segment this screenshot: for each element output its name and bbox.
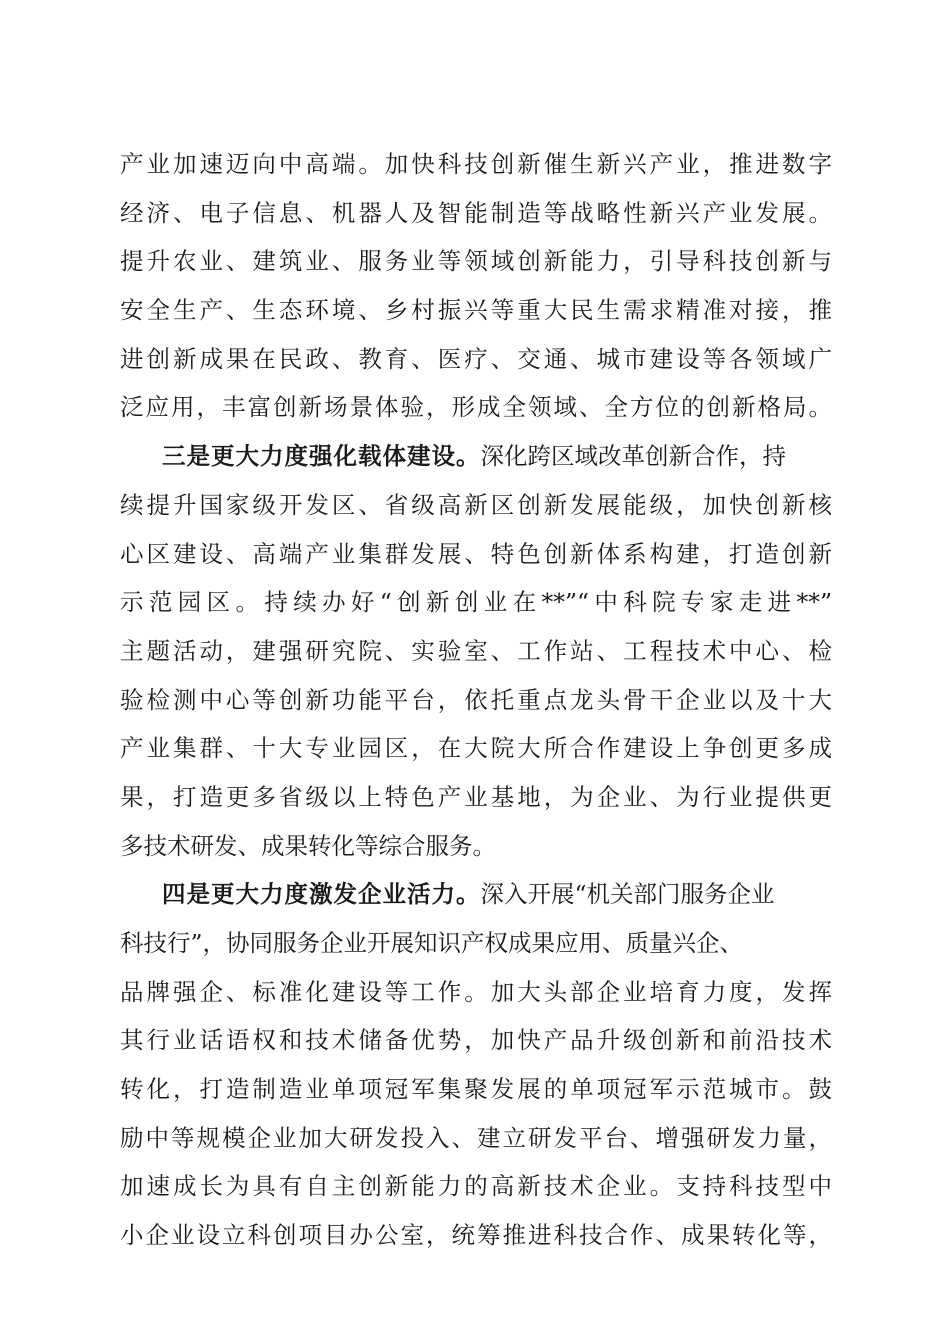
text-run: 深化跨区域改革创新合作，持 <box>480 442 786 471</box>
text-line: 转化，打造制造业单项冠军集聚发展的单项冠军示范城市。鼓 <box>120 1075 832 1104</box>
text-line: 加速成长为具有自主创新能力的高新技术企业。支持科技型中 <box>120 1172 832 1201</box>
text-line: 主题活动，建强研究院、实验室、工作站、工程技术中心、检 <box>120 636 832 665</box>
paragraph-first-line <box>120 870 832 919</box>
text-line: 进创新成果在民政、教育、医疗、交通、城市建设等各领域广 <box>120 344 832 373</box>
text-line: 经济、电子信息、机器人及智能制造等战略性新兴产业发展。 <box>120 198 832 227</box>
text-run: 深入开展“机关部门服务企业 <box>480 880 775 909</box>
text-line: 果，打造更多省级以上特色产业基地，为企业、为行业提供更 <box>120 782 832 811</box>
text-line: 品牌强企、标准化建设等工作。加大头部企业培育力度，发挥 <box>120 977 832 1006</box>
text-line: 多技术研发、成果转化等综合服务。 <box>120 831 496 860</box>
text-line: 产业加速迈向中高端。加快科技创新催生新兴产业，推进数字 <box>120 150 832 178</box>
document-body <box>120 140 832 1260</box>
text-line: 提升农业、建筑业、服务业等领域创新能力，引导科技创新与 <box>120 247 832 276</box>
paragraph-industry-upgrade <box>120 140 832 432</box>
paragraph-heading: 四是更大力度激发企业活力。 <box>162 880 481 909</box>
text-line: 其行业话语权和技术储备优势，加快产品升级创新和前沿技术 <box>120 1026 832 1055</box>
text-line: 小企业设立科创项目办公室，统筹推进科技合作、成果转化等， <box>120 1221 832 1250</box>
text-line: 续提升国家级开发区、省级高新区创新发展能级，加快创新核 <box>120 490 832 519</box>
paragraph-first-line <box>120 432 832 481</box>
text-line: 励中等规模企业加大研发投入、建立研发平台、增强研发力量， <box>120 1123 832 1152</box>
text-line: 安全生产、生态环境、乡村振兴等重大民生需求精准对接，推 <box>120 296 832 325</box>
text-line: 心区建设、高端产业集群发展、特色创新体系构建，打造创新 <box>120 539 832 568</box>
paragraph-enterprise-vitality <box>120 870 832 1260</box>
text-line: 科技行”，协同服务企业开展知识产权成果应用、质量兴企、 <box>120 929 744 957</box>
paragraph-carrier-construction <box>120 432 832 870</box>
text-line: 示范园区。持续办好“创新创业在**”“中科院专家走进**” <box>120 588 832 617</box>
text-line: 产业集群、十大专业园区，在大院大所合作建设上争创更多成 <box>120 734 832 763</box>
text-line: 验检测中心等创新功能平台，依托重点龙头骨干企业以及十大 <box>120 685 832 714</box>
text-line: 泛应用，丰富创新场景体验，形成全领域、全方位的创新格局。 <box>120 393 832 422</box>
paragraph-heading: 三是更大力度强化载体建设。 <box>162 442 481 471</box>
